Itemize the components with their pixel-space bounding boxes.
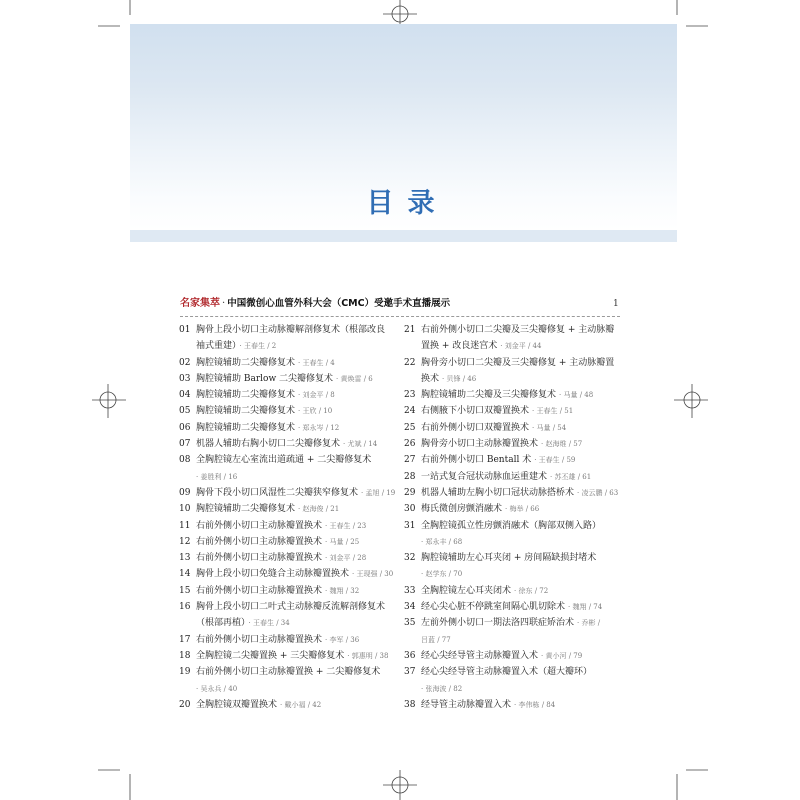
- toc-column-right: [404, 322, 628, 713]
- entry-number: 01: [179, 325, 191, 335]
- entry-number: 24: [404, 406, 416, 417]
- toc-entry-continuation: [404, 534, 628, 550]
- entry-title: 胸腔镜辅助二尖瓣修复术: [196, 406, 296, 417]
- entry-title: 胸骨旁小切口主动脉瓣置换术: [421, 439, 539, 450]
- entry-title: 梅氏微创房颤消融术: [421, 504, 503, 515]
- entry-number: 06: [179, 422, 191, 433]
- entry-author-page: · 张海波 / 82: [421, 684, 463, 693]
- toc-entry-continuation: [404, 681, 628, 697]
- toc-entry: [404, 469, 628, 485]
- entry-author-page: · 李军 / 36: [325, 635, 360, 644]
- entry-number: 12: [179, 536, 191, 547]
- entry-author-page: · 王春生 / 51: [532, 407, 574, 416]
- entry-title: 经导管主动脉瓣置入术: [421, 699, 512, 710]
- toc-entry: [404, 452, 628, 468]
- entry-title: 右前外侧小切口 Bentall 术: [421, 455, 532, 466]
- toc-entry: [179, 355, 403, 371]
- entry-author-page: · 王春生 / 23: [325, 521, 367, 530]
- entry-number: 10: [179, 504, 191, 515]
- toc-entry: [179, 583, 403, 599]
- entry-number: 13: [179, 553, 191, 564]
- entry-number: 28: [404, 471, 416, 482]
- toc-entry: [404, 697, 628, 713]
- entry-number: 04: [179, 390, 191, 401]
- toc-entry: [179, 403, 403, 419]
- toc-entry: [179, 632, 403, 648]
- entry-title: 全胸腔镜双瓣置换术: [196, 699, 278, 710]
- entry-number: 16: [179, 602, 191, 613]
- section-title: 中国微创心血管外科大会（CMC）受邀手术直播展示: [227, 298, 451, 309]
- entry-author-page: · 乔彬 /: [577, 619, 601, 628]
- entry-number: 05: [179, 406, 191, 417]
- entry-author-page: · 王春生 / 4: [298, 358, 335, 367]
- entry-author-page: · 王春生 / 59: [534, 456, 576, 465]
- entry-number: 19: [179, 667, 191, 678]
- entry-number: 15: [179, 585, 191, 596]
- registration-mark-bottom: [383, 770, 417, 800]
- toc-entry: [179, 648, 403, 664]
- entry-title: 右前外侧小切口主动脉瓣置换 + 二尖瓣修复术: [196, 667, 381, 678]
- entry-title: 机器人辅助左胸小切口冠状动脉搭桥术: [421, 487, 575, 498]
- entry-author-page: · 马量 / 48: [559, 391, 594, 400]
- entry-number: 02: [179, 357, 191, 368]
- entry-number: 27: [404, 455, 416, 466]
- entry-title: 置换 + 改良迷宫术: [421, 341, 498, 352]
- section-divider: [180, 316, 620, 317]
- section-label: 名家集萃: [180, 298, 220, 309]
- registration-circle: [684, 392, 700, 408]
- toc-entry: [179, 322, 403, 338]
- toc-entry: [179, 501, 403, 517]
- entry-title: 胸腔镜辅助 Barlow 二尖瓣修复术: [196, 373, 334, 384]
- entry-author-page: · 马量 / 25: [325, 537, 360, 546]
- entry-title: 右前外侧小切口二尖瓣及三尖瓣修复 + 主动脉瓣: [421, 325, 615, 335]
- toc-entry: [179, 436, 403, 452]
- toc-entry: [179, 534, 403, 550]
- entry-author-page: · 戴小福 / 42: [280, 700, 322, 709]
- entry-title: 一站式复合冠状动脉血运重建术: [421, 471, 548, 482]
- entry-author-page: · 赵海俊 / 21: [298, 505, 340, 514]
- entry-title: 胸腔镜辅助二尖瓣及三尖瓣修复术: [421, 390, 557, 401]
- entry-author-page: · 黄焕雷 / 6: [336, 374, 373, 383]
- toc-entry: [404, 599, 628, 615]
- toc-entry: [404, 387, 628, 403]
- entry-title: 右前外侧小切口双瓣置换术: [421, 422, 530, 433]
- entry-title: 胸腔镜辅助左心耳夹闭 + 房间隔缺损封堵术: [421, 553, 597, 564]
- entry-title: 全胸腔镜二尖瓣置换 + 三尖瓣修复术: [196, 650, 345, 661]
- entry-title: 胸腔镜辅助二尖瓣修复术: [196, 390, 296, 401]
- section-page-number: 1: [613, 299, 619, 309]
- toc-entry: [179, 697, 403, 713]
- toc-entry: [179, 550, 403, 566]
- toc-entry: [179, 664, 403, 680]
- entry-number: 33: [404, 585, 416, 596]
- entry-number: 25: [404, 422, 416, 433]
- toc-entry: [404, 355, 628, 371]
- entry-number: 31: [404, 520, 416, 531]
- entry-title: 胸骨旁小切口二尖瓣及三尖瓣修复 + 主动脉瓣置: [421, 357, 615, 368]
- entry-title: 全胸腔镜左心室流出道疏通 + 二尖瓣修复术: [196, 455, 372, 466]
- toc-entry: [404, 518, 628, 534]
- entry-title: 右前外侧小切口主动脉瓣置换术: [196, 553, 323, 564]
- entry-number: 32: [404, 553, 416, 564]
- entry-title: 胸腔镜辅助二尖瓣修复术: [196, 422, 296, 433]
- entry-author-page: · 王春生 / 34: [248, 619, 290, 628]
- toc-entry-continuation: [404, 566, 628, 582]
- toc-column-left: [179, 322, 403, 713]
- toc-entry: [179, 485, 403, 501]
- toc-entry-continuation: [179, 338, 403, 354]
- toc-entry: [179, 371, 403, 387]
- entry-title: 左前外侧小切口一期法洛四联症矫治术: [421, 618, 575, 629]
- registration-circle: [100, 392, 116, 408]
- entry-title: 胸骨上段小切口免缝合主动脉瓣置换术: [196, 569, 350, 580]
- entry-author-page: · 李伟栋 / 84: [514, 700, 556, 709]
- entry-number: 09: [179, 487, 191, 498]
- entry-author-page: · 王现强 / 30: [352, 570, 394, 579]
- toc-entry-continuation: [179, 615, 403, 631]
- entry-number: 26: [404, 439, 416, 450]
- entry-number: 17: [179, 634, 191, 645]
- entry-author-page: · 郑永丰 / 68: [421, 537, 463, 546]
- toc-entry: [179, 566, 403, 582]
- entry-title: 全胸腔镜左心耳夹闭术: [421, 585, 512, 596]
- toc-entry: [404, 664, 628, 680]
- entry-title: 经心尖经导管主动脉瓣置入术: [421, 650, 539, 661]
- entry-author-page: · 孟旭 / 19: [361, 488, 396, 497]
- toc-entry-continuation: [404, 338, 628, 354]
- entry-title: 经心尖心脏不停跳室间隔心肌切除术: [421, 602, 566, 613]
- entry-title: 全胸腔镜孤立性房颤消融术（胸部双侧入路）: [421, 520, 602, 531]
- registration-mark-right: [674, 384, 708, 418]
- toc-entry: [179, 420, 403, 436]
- entry-title: 机器人辅助右胸小切口二尖瓣修复术: [196, 439, 341, 450]
- entry-number: 23: [404, 390, 416, 401]
- entry-title: 胸骨下段小切口风湿性二尖瓣狭窄修复术: [196, 487, 359, 498]
- entry-author-page: · 郭惠明 / 38: [347, 651, 389, 660]
- entry-title: 换术: [421, 373, 440, 384]
- entry-author-page: · 王春生 / 2: [239, 342, 277, 351]
- toc-entry: [404, 485, 628, 501]
- entry-title: 袖式重建）: [196, 341, 237, 352]
- toc-entry: [404, 501, 628, 517]
- entry-author-page: · 赵海维 / 57: [541, 440, 583, 449]
- toc-entry: [179, 518, 403, 534]
- entry-number: 08: [179, 455, 191, 466]
- toc-entry-continuation: [179, 681, 403, 697]
- entry-author-page: · 贝锋 / 46: [442, 374, 477, 383]
- entry-number: 14: [179, 569, 191, 580]
- entry-author-page: · 凌云鹏 / 63: [577, 488, 619, 497]
- section-header: [180, 297, 450, 311]
- entry-number: 18: [179, 650, 191, 661]
- toc-entry-continuation: [179, 469, 403, 485]
- entry-author-page: · 梅举 / 66: [505, 505, 540, 514]
- entry-number: 20: [179, 699, 191, 710]
- entry-author-page: · 刘金平 / 44: [500, 342, 542, 351]
- registration-mark-left: [92, 384, 126, 418]
- entry-number: 38: [404, 699, 416, 710]
- entry-title: 右前外侧小切口主动脉瓣置换术: [196, 585, 323, 596]
- entry-author-page: · 王欣 / 10: [298, 407, 333, 416]
- entry-author-page: · 黄小河 / 79: [541, 651, 583, 660]
- title-banner-band: [130, 230, 677, 242]
- entry-number: 11: [179, 520, 191, 531]
- entry-number: 34: [404, 602, 416, 613]
- entry-title: 胸腔镜辅助二尖瓣修复术: [196, 357, 296, 368]
- entry-author-page: · 郑永岑 / 12: [298, 423, 340, 432]
- toc-entry: [404, 583, 628, 599]
- entry-author-page: · 尤斌 / 14: [343, 440, 378, 449]
- registration-circle: [392, 777, 408, 793]
- entry-author-page: · 姜胜利 / 16: [196, 472, 238, 481]
- entry-title: 右侧腋下小切口双瓣置换术: [421, 406, 530, 417]
- entry-number: 21: [404, 325, 416, 335]
- entry-author-page: · 吴永兵 / 40: [196, 684, 238, 693]
- entry-author-page: · 苏丕雄 / 61: [550, 472, 592, 481]
- entry-author-page: · 魏翔 / 74: [568, 603, 603, 612]
- section-separator: ·: [222, 298, 226, 309]
- toc-entry: [179, 599, 403, 615]
- entry-author-page: 吕蓝 / 77: [421, 635, 451, 644]
- entry-title: 经心尖经导管主动脉瓣置入术（超大瓣环）: [421, 667, 593, 678]
- entry-number: 29: [404, 487, 416, 498]
- entry-title: 胸腔镜辅助二尖瓣修复术: [196, 504, 296, 515]
- entry-title: 右前外侧小切口主动脉瓣置换术: [196, 536, 323, 547]
- toc-entry: [179, 452, 403, 468]
- toc-entry-continuation: [404, 632, 628, 648]
- entry-author-page: · 魏翔 / 32: [325, 586, 360, 595]
- entry-author-page: · 刘金平 / 8: [298, 391, 335, 400]
- entry-number: 30: [404, 504, 416, 515]
- entry-number: 35: [404, 618, 416, 629]
- toc-entry: [404, 615, 628, 631]
- entry-number: 07: [179, 439, 191, 450]
- registration-circle: [392, 6, 408, 22]
- toc-entry: [404, 648, 628, 664]
- toc-entry: [179, 387, 403, 403]
- entry-author-page: · 马量 / 54: [532, 423, 567, 432]
- toc-entry: [404, 550, 628, 566]
- entry-author-page: · 徐东 / 72: [514, 586, 549, 595]
- entry-title: 胸骨上段小切口主动脉瓣解剖修复术（根部改良: [196, 325, 386, 335]
- entry-title: 右前外侧小切口主动脉瓣置换术: [196, 520, 323, 531]
- entry-number: 36: [404, 650, 416, 661]
- entry-number: 22: [404, 357, 416, 368]
- toc-entry: [404, 403, 628, 419]
- page-title: 目录: [366, 188, 449, 219]
- entry-title: 胸骨上段小切口二叶式主动脉瓣反流解剖修复术: [196, 602, 386, 613]
- toc-entry: [404, 322, 628, 338]
- toc-entry: [404, 420, 628, 436]
- entry-number: 03: [179, 373, 191, 384]
- entry-number: 37: [404, 667, 416, 678]
- toc-entry-continuation: [404, 371, 628, 387]
- entry-author-page: · 刘金平 / 28: [325, 554, 367, 563]
- entry-author-page: · 赵学东 / 70: [421, 570, 463, 579]
- entry-title: 右前外侧小切口主动脉瓣置换术: [196, 634, 323, 645]
- entry-title: （根部再植）: [196, 618, 246, 629]
- toc-entry: [404, 436, 628, 452]
